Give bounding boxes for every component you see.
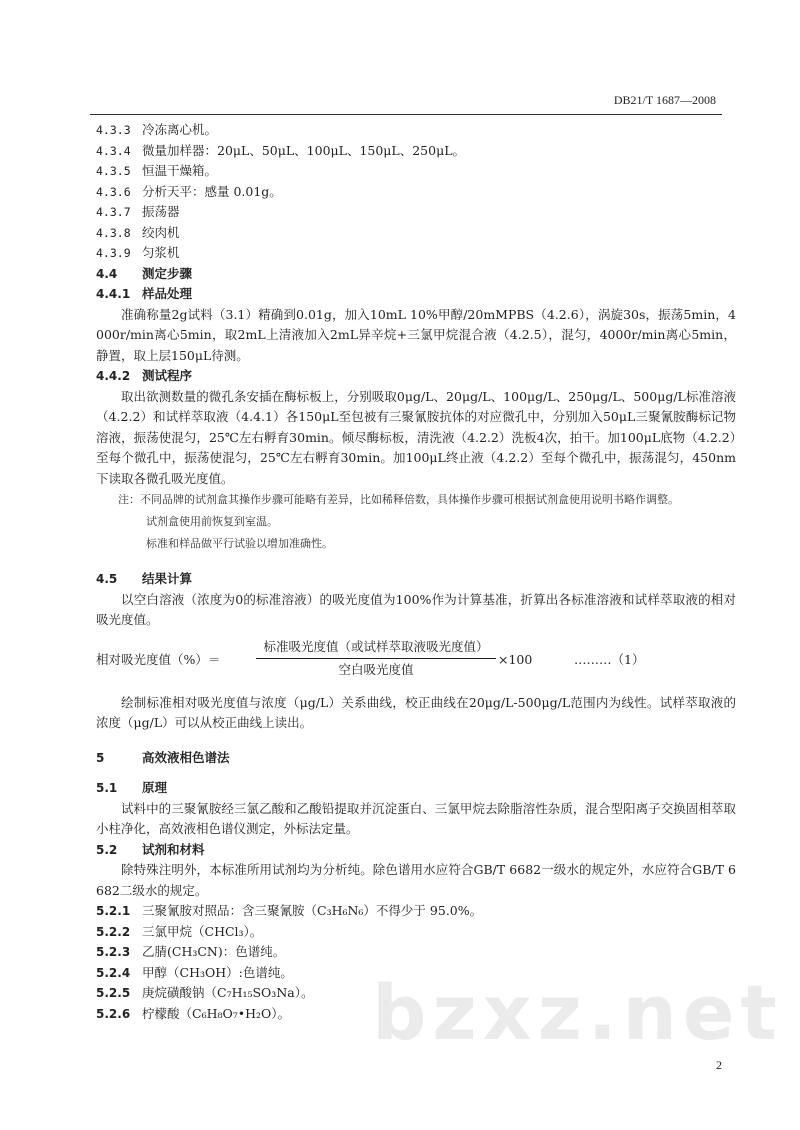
item-5-2-6: 5.2.6 柠檬酸（C₆H₈O₇•H₂O）。 bbox=[96, 1005, 291, 1021]
section-5-2-body: 除特殊注明外，本标准所用试剂均为分析纯。除色谱用水应符合GB/T 6682一级水的规定外，水应符合GB/T 6682二级水的规定。 bbox=[96, 862, 736, 898]
section-4-5-heading: 4.5 结果计算 bbox=[96, 571, 193, 586]
section-5-2-heading: 5.2 试剂和材料 bbox=[96, 841, 205, 857]
formula-fraction bbox=[256, 637, 496, 680]
watermark: bzxz.net bbox=[372, 968, 783, 1057]
item-5-2-1: 5.2.1 三聚氰胺对照品：含三聚氰胺（C₃H₆N₆）不得少于 95.0%。 bbox=[96, 903, 483, 918]
item-4-3-4: 4.3.4 微量加样器：20μL、50μL、100μL、150μL、250μL。 bbox=[96, 142, 466, 158]
note-3: 标准和样品做平行试验以增加准确性。 bbox=[146, 537, 333, 550]
section-5-1-body: 试料中的三聚氰胺经三氯乙酸和乙酸铅提取并沉淀蛋白、三氯甲烷去除脂溶性杂质，混合型阳离子交换固相萃取小柱净化，高效液相色谱仪测定，外标法定量。 bbox=[96, 800, 736, 836]
formula-equation-number: ………（1） bbox=[574, 651, 645, 667]
section-4-4-2-heading: 4.4.2 测试程序 bbox=[96, 368, 193, 383]
item-4-3-6: 4.3.6 分析天平：感量 0.01g。 bbox=[96, 183, 282, 199]
formula-denominator: 空白吸光度值 bbox=[338, 661, 414, 677]
section-4-5-body: 以空白溶液（浓度为0的标准溶液）的吸光度值为100%作为计算基准，折算出各标准溶液和试样萃取液的相对吸光度值。 bbox=[96, 591, 736, 627]
section-4-5-body-2: 绘制标准相对吸光度值与浓度（μg/L）关系曲线，校正曲线在20μg/L-500μg/L范围内为线性。试样萃取液的浓度（μg/L）可以从校正曲线上读出。 bbox=[96, 694, 736, 730]
section-4-4-1-heading: 4.4.1 样品处理 bbox=[96, 286, 193, 301]
item-4-3-8: 4.3.8 绞肉机 bbox=[96, 224, 180, 240]
formula-numerator: 标准吸光度值（或试样萃取液吸光度值） bbox=[263, 638, 489, 654]
note-2: 试剂盒使用前恢复到室温。 bbox=[146, 515, 278, 528]
item-4-3-7: 4.3.7 振荡器 bbox=[96, 204, 180, 219]
section-4-4-heading: 4.4 测定步骤 bbox=[96, 265, 193, 281]
item-5-2-5: 5.2.5 庚烷磺酸钠（C₇H₁₅SO₃Na）。 bbox=[96, 985, 314, 1000]
formula-1 bbox=[96, 637, 736, 683]
header-divider bbox=[90, 114, 722, 115]
section-4-4-1-body: 准确称量2g试料（3.1）精确到0.01g，加入10mL 10%甲醇/20mMPBS（4.2.6），涡旋30s，振荡5min，4000r/min离心5min，取2mL上清液加入2mL异辛烷+三氯甲烷混合液（4.2.5），混匀，4000r/min离心5min，静置，取上层150μL待测。 bbox=[96, 306, 736, 363]
section-5-1-heading: 5.1 原理 bbox=[96, 780, 168, 795]
section-4-4-2-body: 取出欲测数量的微孔条安插在酶标板上，分别吸取0μg/L、20μg/L、100μg/L、250μg/L、500μg/L标准溶液（4.2.2）和试样萃取液（4.4.1）各150μL至包被有三聚氰胺抗体的对应微孔中，分别加入50μL三聚氰胺酶标记物溶液，振荡使混匀，25℃左右孵育30min。倾尽酶标板，清洗液（4.2.2）洗板4次，拍干。加100μL底物（4.2.2）至每个微孔中，振荡使混匀，25℃左右孵育30min。加100μL终止液（4.2.2）至每个微孔中，振荡混匀，450nm下读取各微孔吸光度值。 bbox=[96, 388, 736, 486]
item-5-2-4: 5.2.4 甲醇（CH₃OH）:色谱纯。 bbox=[96, 964, 293, 980]
page-content bbox=[96, 120, 736, 1024]
fraction-bar bbox=[256, 658, 496, 659]
formula-multiplier: ×100 bbox=[498, 651, 533, 667]
item-4-3-3: 4.3.3 冷冻离心机。 bbox=[96, 122, 218, 137]
document-code: DB21/T 1687—2008 bbox=[613, 93, 716, 107]
page-number: 2 bbox=[716, 1058, 722, 1072]
item-5-2-3: 5.2.3 乙腈(CH₃CN)：色谱纯。 bbox=[96, 944, 286, 959]
item-4-3-5: 4.3.5 恒温干燥箱。 bbox=[96, 163, 218, 178]
item-4-3-9: 4.3.9 匀浆机 bbox=[96, 245, 180, 260]
item-5-2-2: 5.2.2 三氯甲烷（CHCl₃）。 bbox=[96, 923, 263, 939]
section-5-heading: 5 高效液相色谱法 bbox=[96, 749, 230, 765]
formula-label: 相对吸光度值（%）＝ bbox=[96, 651, 221, 667]
note-1: 注：不同品牌的试剂盒其操作步骤可能略有差异，比如稀释倍数，具体操作步骤可根据试剂盒使用说明书略作调整。 bbox=[118, 493, 679, 506]
